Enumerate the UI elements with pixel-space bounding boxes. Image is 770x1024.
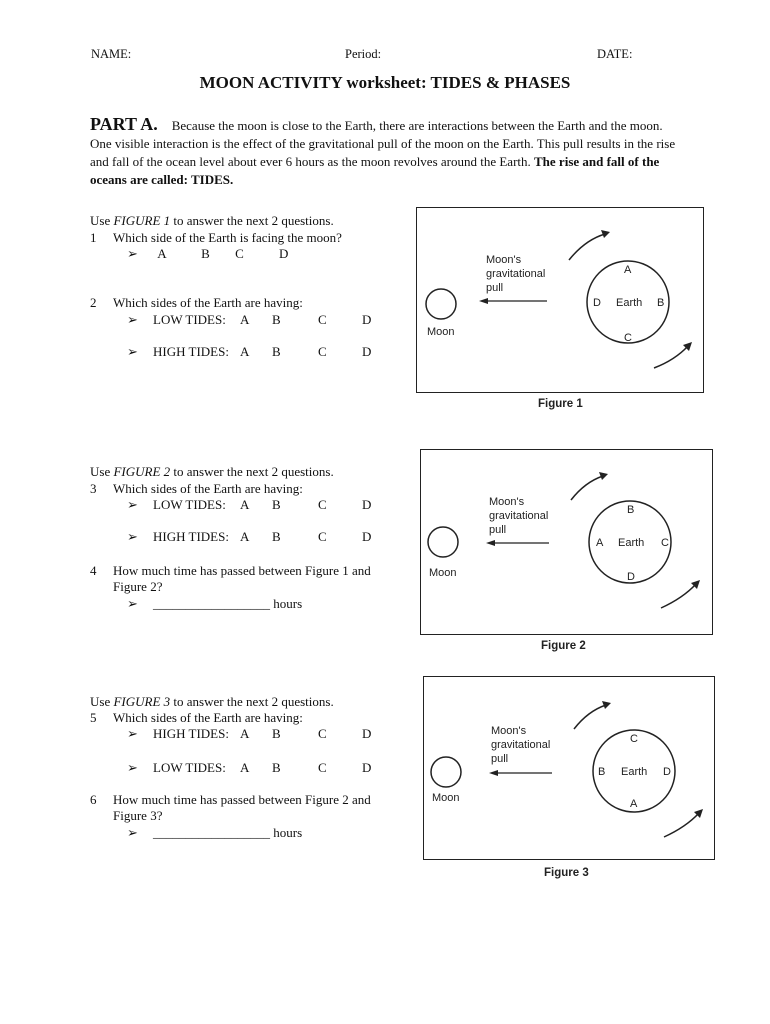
q1-option-a[interactable]: A [157,246,166,261]
q6-answer-blank[interactable]: __________________ hours [153,825,303,840]
use-figure-2-line: Use FIGURE 2 to answer the next 2 questions. [90,464,334,479]
q5-high-option-c[interactable]: C [318,726,327,741]
q2-high-option-a[interactable]: A [240,344,250,359]
use-figure-1-line: Use FIGURE 1 to answer the next 2 questions. [90,213,334,228]
earth-side-top: A [624,264,632,276]
q2-low-option-c[interactable]: C [318,312,327,327]
orbit-arrow-icon [569,234,605,260]
q6-text-line2: Figure 3? [113,808,163,823]
arrowhead-bullet-icon: ➢ [127,596,138,611]
earth-side-right: B [657,297,665,309]
q5-low-tides-row: ➢ LOW TIDES: [127,760,226,775]
part-a-text: Because the moon is close to the Earth, there are interactions between the Earth and the moon. One visible interaction is the effect of the gravitational pull of the moon on the Earth. This pull results in the rise and fall of the ocean level about ever 6 hours as the moon revolves around the Earth. [90,118,676,169]
moon-circle-icon [431,757,461,787]
q2-high-option-b[interactable]: B [272,344,281,359]
q4-answer-blank[interactable]: __________________ hours [153,596,303,611]
q5-low-option-a[interactable]: A [240,760,250,775]
q2-text: Which sides of the Earth are having: [113,295,303,310]
q3-low-option-c[interactable]: C [318,497,327,512]
q3-high-option-d[interactable]: D [362,529,372,544]
q6-text-line1: How much time has passed between Figure 2 and [113,792,371,807]
earth-label: Earth [618,537,645,549]
orbit-arrow-icon [661,584,696,608]
earth-side-top: B [627,504,635,516]
arrowhead-bullet-icon: ➢ [127,825,138,840]
use-figure-3-line: Use FIGURE 3 to answer the next 2 questions. [90,694,334,709]
q3-high-option-a[interactable]: A [240,529,250,544]
earth-side-right: D [663,766,671,778]
q5-text: Which sides of the Earth are having: [113,710,303,725]
moon-label: Moon [429,567,457,579]
part-a-label: PART A. [90,114,158,134]
moon-label: Moon [432,792,460,804]
moon-circle-icon [426,289,456,319]
q1-option-c[interactable]: C [235,246,244,261]
figure-3-box [423,676,715,860]
q5-low-option-b[interactable]: B [272,760,281,775]
q5-low-option-d[interactable]: D [362,760,372,775]
arrowhead-bullet-icon: ➢ [127,497,138,512]
figure-3-caption: Figure 3 [544,867,589,879]
q2-number: 2 [90,295,97,310]
q5-high-tides-row: ➢ HIGH TIDES: [127,726,229,741]
q3-number: 3 [90,481,97,496]
figure-1-box [416,207,704,393]
q2-low-option-b[interactable]: B [272,312,281,327]
q5-high-option-a[interactable]: A [240,726,250,741]
q1-options-row [127,246,288,262]
q3-low-option-a[interactable]: A [240,497,250,512]
q1-number: 1 [90,230,97,245]
q4-answer-row[interactable] [127,596,302,612]
q5-number: 5 [90,710,97,725]
orbit-arrow-icon [654,346,688,368]
figure-1-caption: Figure 1 [538,398,583,410]
part-a-intro [90,115,680,189]
period-label: Period: [345,47,382,61]
earth-side-right: C [661,537,669,549]
arrowhead-bullet-icon: ➢ [127,760,138,775]
orbit-arrow-icon [574,705,606,729]
q2-low-option-a[interactable]: A [240,312,250,327]
q3-high-option-b[interactable]: B [272,529,281,544]
arrowhead-bullet-icon: ➢ [127,529,138,544]
q5-high-option-d[interactable]: D [362,726,372,741]
q3-high-tides-row: ➢ HIGH TIDES: [127,529,229,544]
pull-label: Moon's gravitational pull [491,725,551,765]
q4-text-line2: Figure 2? [113,579,163,594]
q6-number: 6 [90,792,97,807]
q2-low-option-d[interactable]: D [362,312,372,327]
pull-label: Moon's gravitational pull [489,496,549,536]
moon-label: Moon [427,326,455,338]
q3-high-option-c[interactable]: C [318,529,327,544]
earth-side-bottom: A [630,798,638,810]
earth-side-left: B [598,766,606,778]
q4-text-line1: How much time has passed between Figure 1 and [113,563,371,578]
q3-text: Which sides of the Earth are having: [113,481,303,496]
earth-side-top: C [630,733,638,745]
q6-answer-row[interactable] [127,825,302,841]
earth-label: Earth [616,297,643,309]
q2-high-option-d[interactable]: D [362,344,372,359]
q3-low-option-d[interactable]: D [362,497,372,512]
earth-side-bottom: C [624,332,632,344]
earth-side-bottom: D [627,571,635,583]
q3-low-tides-row: ➢ LOW TIDES: [127,497,226,512]
page-title: MOON ACTIVITY worksheet: TIDES & PHASES [199,73,571,92]
q3-low-option-b[interactable]: B [272,497,281,512]
q1-option-b[interactable]: B [201,246,210,261]
q2-high-tides-row: ➢ HIGH TIDES: [127,344,229,359]
moon-circle-icon [428,527,458,557]
q2-high-option-c[interactable]: C [318,344,327,359]
q1-text: Which side of the Earth is facing the moon? [113,230,342,245]
q5-low-option-c[interactable]: C [318,760,327,775]
q5-high-option-b[interactable]: B [272,726,281,741]
arrowhead-bullet-icon: ➢ [127,246,138,261]
part-a-bold-text: The rise and fall of the oceans are called: TIDES. [90,154,660,187]
earth-side-left: A [596,537,604,549]
orbit-arrow-icon [571,476,603,500]
arrowhead-bullet-icon: ➢ [127,344,138,359]
orbit-arrow-icon [664,813,699,837]
earth-side-left: D [593,297,601,309]
q2-low-tides-row: ➢ LOW TIDES: [127,312,226,327]
q1-option-d[interactable]: D [279,246,289,261]
pull-label: Moon's gravitational pull [486,254,546,294]
figure-2-caption: Figure 2 [541,640,586,652]
date-label: DATE: [597,47,633,61]
name-label: NAME: [91,47,132,61]
q4-number: 4 [90,563,97,578]
earth-label: Earth [621,766,648,778]
figure-2-box [420,449,713,635]
arrowhead-bullet-icon: ➢ [127,726,138,741]
arrowhead-bullet-icon: ➢ [127,312,138,327]
